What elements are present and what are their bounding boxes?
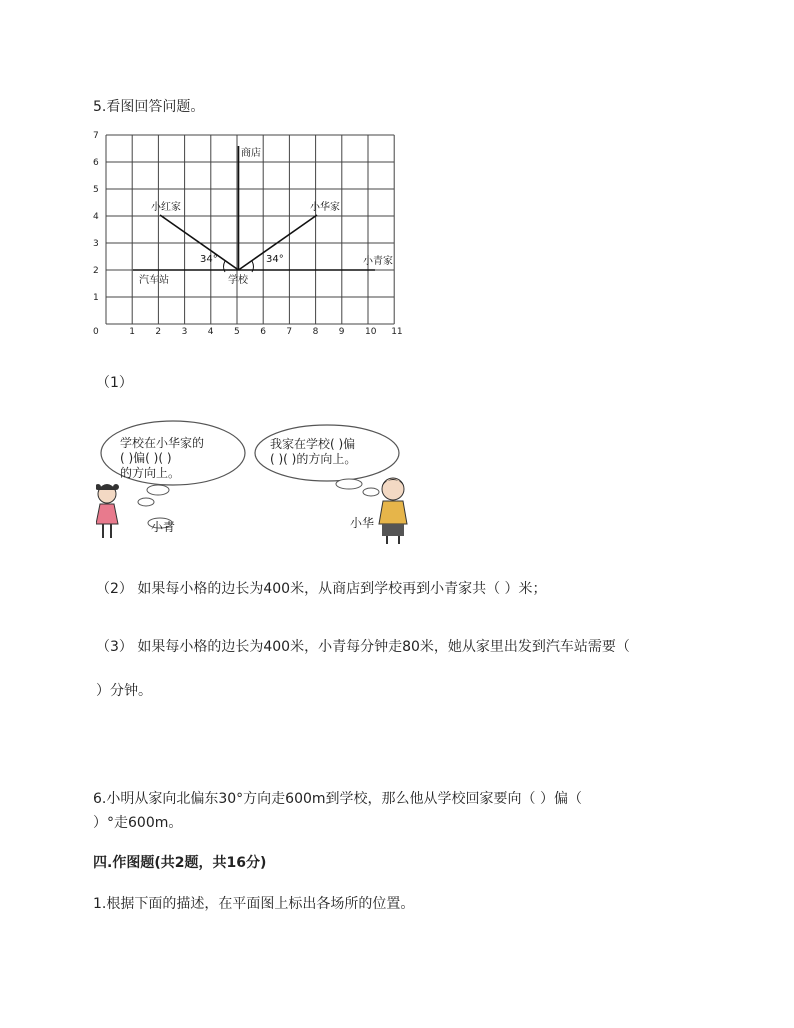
x-tick-label: 4 (207, 327, 214, 337)
left-bubble-text (120, 436, 204, 481)
x-tick-label: 5 (234, 327, 240, 337)
left-bubble-line-3: 的方向上。 (120, 466, 181, 480)
label-school: 学校 (228, 275, 248, 286)
x-tick-label: 8 (312, 327, 319, 337)
y-tick-label: 4 (93, 212, 99, 222)
section-4-heading: 四.作图题(共2题，共16分) (93, 855, 267, 871)
part-3-text-line-2: ）分钟。 (96, 683, 152, 699)
x-tick-label: 0 (93, 327, 99, 337)
label-angle-left: 34° (200, 254, 218, 265)
x-tick-label: 1 (129, 327, 135, 337)
girl-xiaoqing-figure (96, 484, 119, 538)
x-tick-label: 2 (155, 327, 162, 337)
y-tick-label: 3 (93, 239, 99, 249)
x-tick-label: 9 (338, 327, 345, 337)
name-xiaohua: 小华 (350, 516, 375, 530)
x-tick-label: 11 (391, 327, 403, 337)
left-bubble-line-1: 学校在小华家的 (120, 436, 205, 450)
boy-xiaohua-figure (379, 478, 407, 544)
label-shop: 商店 (241, 148, 261, 159)
grid-lines (106, 135, 394, 324)
part-3-text-line-1: （3） 如果每小格的边长为400米，小青每分钟走80米，她从家里出发到汽车站需要（ (96, 639, 630, 655)
y-tick-label: 2 (93, 266, 99, 276)
right-bubble-text (270, 437, 356, 467)
x-axis-ticks (93, 327, 403, 337)
part-1-label: （1） (96, 375, 133, 391)
name-xiaoqing: 小青 (151, 520, 176, 534)
label-xiaoqing: 小青家 (363, 256, 393, 267)
label-xiaohong: 小红家 (151, 202, 181, 213)
section-4-question-1: 1.根据下面的描述，在平面图上标出各场所的位置。 (93, 896, 415, 912)
y-tick-label: 1 (93, 293, 99, 303)
question-6-line-2: ）°走600m。 (93, 815, 183, 831)
part-2-text: （2） 如果每小格的边长为400米，从商店到学校再到小青家共（ ）米； (96, 581, 547, 597)
x-tick-label: 7 (286, 327, 293, 337)
left-bubble-line-2: ( )偏( )( ) (120, 451, 172, 465)
coordinate-grid-figure (85, 128, 415, 343)
y-axis-ticks (93, 131, 99, 303)
label-angle-right: 34° (266, 254, 284, 265)
x-tick-label: 6 (260, 327, 266, 337)
right-bubble-line-2: ( )( )的方向上。 (270, 452, 357, 466)
x-tick-label: 10 (365, 327, 377, 337)
y-tick-label: 5 (93, 185, 99, 195)
right-bubble-line-1: 我家在学校( )偏 (270, 437, 356, 451)
x-tick-label: 3 (181, 327, 188, 337)
question-6-line-1: 6.小明从家向北偏东30°方向走600m到学校，那么他从学校回家要向（ ）偏（ (93, 791, 582, 807)
label-bus-station: 汽车站 (139, 275, 169, 286)
y-tick-label: 7 (93, 131, 99, 141)
label-xiaohua: 小华家 (310, 202, 340, 213)
question-5-title: 5.看图回答问题。 (93, 99, 205, 115)
y-tick-label: 6 (93, 158, 99, 168)
